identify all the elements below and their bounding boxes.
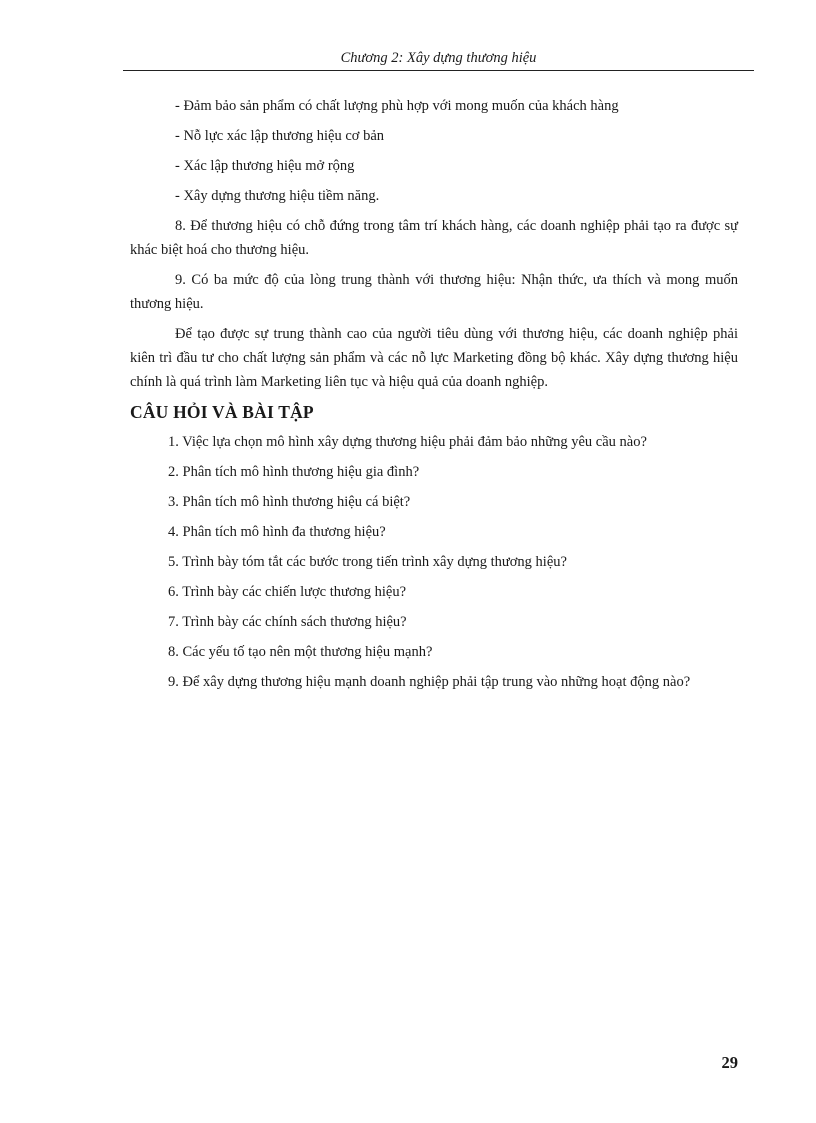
page-number: 29 xyxy=(721,1053,738,1072)
bullet-item-extended-brand: - Xác lập thương hiệu mở rộng xyxy=(175,158,355,174)
paragraph-point-9: 9. Có ba mức độ của lòng trung thành với thương hiệu: Nhận thức, ưa thích và mong muốn thương hiệu. xyxy=(130,272,738,312)
question-item-1: 1. Việc lựa chọn mô hình xây dựng thương hiệu phải đảm bảo những yêu cầu nào? xyxy=(168,434,647,450)
question-item-8: 8. Các yếu tố tạo nên một thương hiệu mạnh? xyxy=(168,644,433,660)
question-item-3: 3. Phân tích mô hình thương hiệu cá biệt? xyxy=(168,494,411,510)
header-rule xyxy=(123,70,754,71)
paragraph-loyalty: Để tạo được sự trung thành cao của người tiêu dùng với thương hiệu, các doanh nghiệp phải kiên trì đầu tư cho chất lượng sản phẩm và các nỗ lực Marketing đồng bộ khác. Xây dựng thương hiệu chính là quá trình làm Marketing liên tục và hiệu quả của doanh nghiệp. xyxy=(130,326,738,390)
running-header: Chương 2: Xây dựng thương hiệu xyxy=(340,50,537,66)
question-item-2: 2. Phân tích mô hình thương hiệu gia đình? xyxy=(168,464,420,480)
question-item-4: 4. Phân tích mô hình đa thương hiệu? xyxy=(168,524,386,540)
section-heading-questions: CÂU HỎI VÀ BÀI TẬP xyxy=(130,402,314,422)
question-item-5: 5. Trình bày tóm tắt các bước trong tiến trình xây dựng thương hiệu? xyxy=(168,554,567,570)
question-item-9: 9. Để xây dựng thương hiệu mạnh doanh nghiệp phải tập trung vào những hoạt động nào? xyxy=(168,674,691,690)
question-item-6: 6. Trình bày các chiến lược thương hiệu? xyxy=(168,584,407,600)
bullet-item-basic-brand: - Nỗ lực xác lập thương hiệu cơ bản xyxy=(175,128,385,144)
page-body xyxy=(130,94,738,700)
question-item-7: 7. Trình bày các chính sách thương hiệu? xyxy=(168,614,407,630)
paragraph-point-8: 8. Để thương hiệu có chỗ đứng trong tâm trí khách hàng, các doanh nghiệp phải tạo ra được sự khác biệt hoá cho thương hiệu. xyxy=(130,218,738,258)
bullet-item-quality: - Đảm bảo sản phẩm có chất lượng phù hợp với mong muốn của khách hàng xyxy=(175,98,619,114)
bullet-item-potential-brand: - Xây dựng thương hiệu tiềm năng. xyxy=(175,188,380,204)
